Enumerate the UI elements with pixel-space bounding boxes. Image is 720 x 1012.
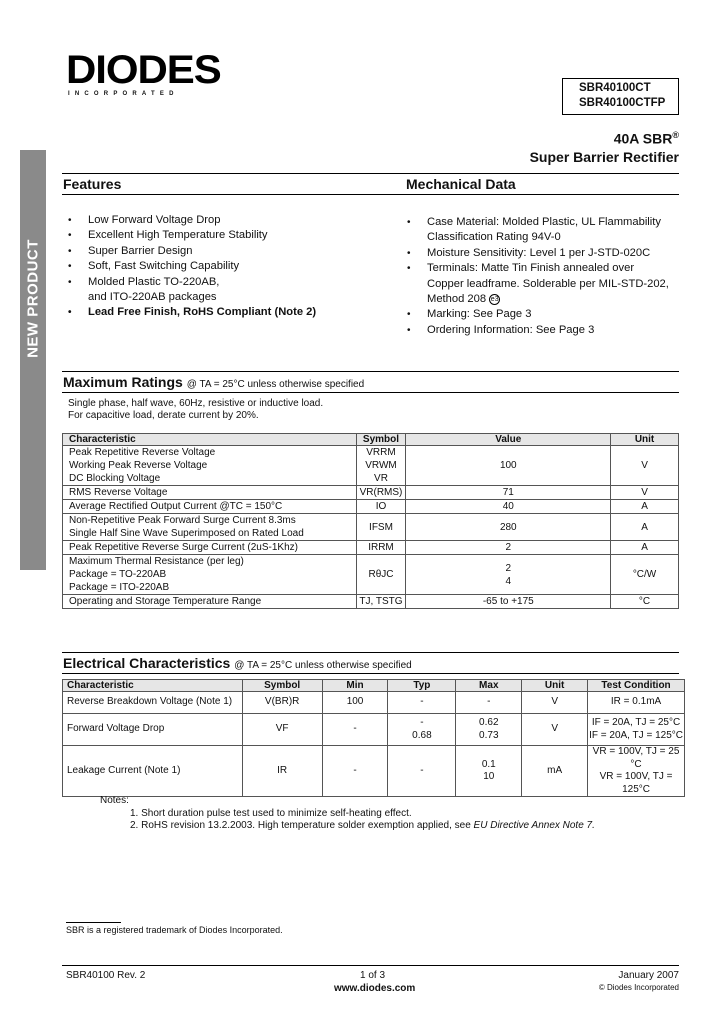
table-row: Peak Repetitive Reverse Surge Current (2uS-1Khz) IRRM 2 A bbox=[63, 541, 679, 555]
list-item: • Molded Plastic TO-220AB, and ITO-220AB packages bbox=[62, 275, 392, 306]
product-subtitle: Super Barrier Rectifier bbox=[529, 149, 679, 165]
maximum-ratings-notes: Single phase, half wave, 60Hz, resistive or inductive load. For capacitive load, derate current by 20%. bbox=[68, 398, 324, 421]
list-item: • Ordering Information: See Page 3 bbox=[401, 323, 681, 338]
footer-divider bbox=[62, 965, 679, 966]
table-header-row: Characteristic Symbol Value Unit bbox=[63, 434, 679, 446]
notes-block bbox=[100, 795, 660, 833]
list-item: • Excellent High Temperature Stability bbox=[62, 228, 392, 243]
list-item: • Lead Free Finish, RoHS Compliant (Note 2) bbox=[62, 305, 392, 320]
electrical-heading: Electrical Characteristics bbox=[63, 655, 231, 671]
mechanical-list bbox=[401, 215, 681, 338]
product-title: 40A SBR® bbox=[613, 130, 679, 147]
table-row: Average Rectified Output Current @TC = 150°C IO 40 A bbox=[63, 500, 679, 514]
list-item: • Soft, Fast Switching Capability bbox=[62, 259, 392, 274]
list-item: • Terminals: Matte Tin Finish annealed over Copper leadframe. Solderable per MIL-STD-202, Method 208 e3 bbox=[401, 261, 681, 307]
list-item: • Low Forward Voltage Drop bbox=[62, 213, 392, 228]
table-row: Forward Voltage Drop VF - - 0.68 0.62 0.73 V IF = 20A, TJ = 25°C IF = 20A, TJ = 125°C bbox=[63, 714, 685, 746]
table-row: Leakage Current (Note 1) IR - - 0.1 10 mA VR = 100V, TJ = 25 °C VR = 100V, TJ = 125°C bbox=[63, 746, 685, 797]
table-row: Peak Repetitive Reverse Voltage Working Peak Reverse Voltage DC Blocking Voltage VRRM VRWM VR 100 V bbox=[63, 446, 679, 486]
notes-label: Notes: bbox=[100, 795, 129, 806]
e3-icon: e3 bbox=[490, 296, 499, 304]
part-number-box bbox=[562, 78, 679, 115]
list-item: • Moisture Sensitivity: Level 1 per J-STD-020C bbox=[401, 246, 681, 261]
list-item: • Super Barrier Design bbox=[62, 244, 392, 259]
note-2: 2. RoHS revision 13.2.2003. High temperature solder exemption applied, see EU Directive Annex Note 7. bbox=[130, 820, 595, 831]
electrical-condition: @ TA = 25°C unless otherwise specified bbox=[234, 660, 412, 671]
logo-subtitle: INCORPORATED bbox=[68, 91, 179, 97]
new-product-label: NEW PRODUCT bbox=[24, 239, 42, 358]
table-row: Operating and Storage Temperature Range TJ, TSTG -65 to +175 °C bbox=[63, 595, 679, 609]
table-header-row: Characteristic Symbol Min Typ Max Unit Test Condition bbox=[63, 680, 685, 692]
note-1: 1. Short duration pulse test used to minimize self-heating effect. bbox=[130, 807, 412, 819]
list-item: • Marking: See Page 3 bbox=[401, 307, 681, 322]
features-mechanical-header bbox=[62, 173, 679, 195]
footer-website-link[interactable]: www.diodes.com bbox=[334, 983, 416, 994]
logo-wordmark: DIODES bbox=[66, 48, 221, 92]
electrical-characteristics-header bbox=[62, 652, 679, 674]
table-row: Reverse Breakdown Voltage (Note 1) V(BR)R 100 - - V IR = 0.1mA bbox=[63, 692, 685, 714]
maximum-ratings-table bbox=[62, 433, 679, 609]
part-number-1: SBR40100CT bbox=[579, 82, 651, 94]
footer-date: January 2007 bbox=[618, 970, 679, 981]
diodes-logo bbox=[66, 50, 226, 96]
footer-doc-rev: SBR40100 Rev. 2 bbox=[66, 970, 146, 981]
table-row: Non-Repetitive Peak Forward Surge Current 8.3ms Single Half Sine Wave Superimposed on Rated Load IFSM 280 A bbox=[63, 514, 679, 541]
maximum-ratings-condition: @ TA = 25°C unless otherwise specified bbox=[186, 379, 365, 390]
footer-copyright: © Diodes Incorporated bbox=[598, 983, 679, 992]
list-item: • Case Material: Molded Plastic, UL Flammability Classification Rating 94V-0 bbox=[401, 215, 681, 246]
mechanical-heading: Mechanical Data bbox=[406, 176, 516, 192]
part-number-2: SBR40100CTFP bbox=[579, 97, 666, 109]
maximum-ratings-header bbox=[62, 371, 679, 393]
maximum-ratings-heading: Maximum Ratings bbox=[63, 374, 183, 390]
new-product-banner bbox=[20, 150, 46, 570]
electrical-characteristics-table bbox=[62, 679, 685, 797]
footer-page-number: 1 of 3 bbox=[360, 970, 386, 981]
divider bbox=[66, 922, 121, 923]
features-heading: Features bbox=[63, 176, 122, 192]
features-list bbox=[62, 213, 392, 321]
table-row: RMS Reverse Voltage VR(RMS) 71 V bbox=[63, 486, 679, 500]
table-row: Maximum Thermal Resistance (per leg) Package = TO-220AB Package = ITO-220AB RθJC 2 4 °C/W bbox=[63, 555, 679, 595]
trademark-note: SBR is a registered trademark of Diodes Incorporated. bbox=[66, 925, 283, 935]
